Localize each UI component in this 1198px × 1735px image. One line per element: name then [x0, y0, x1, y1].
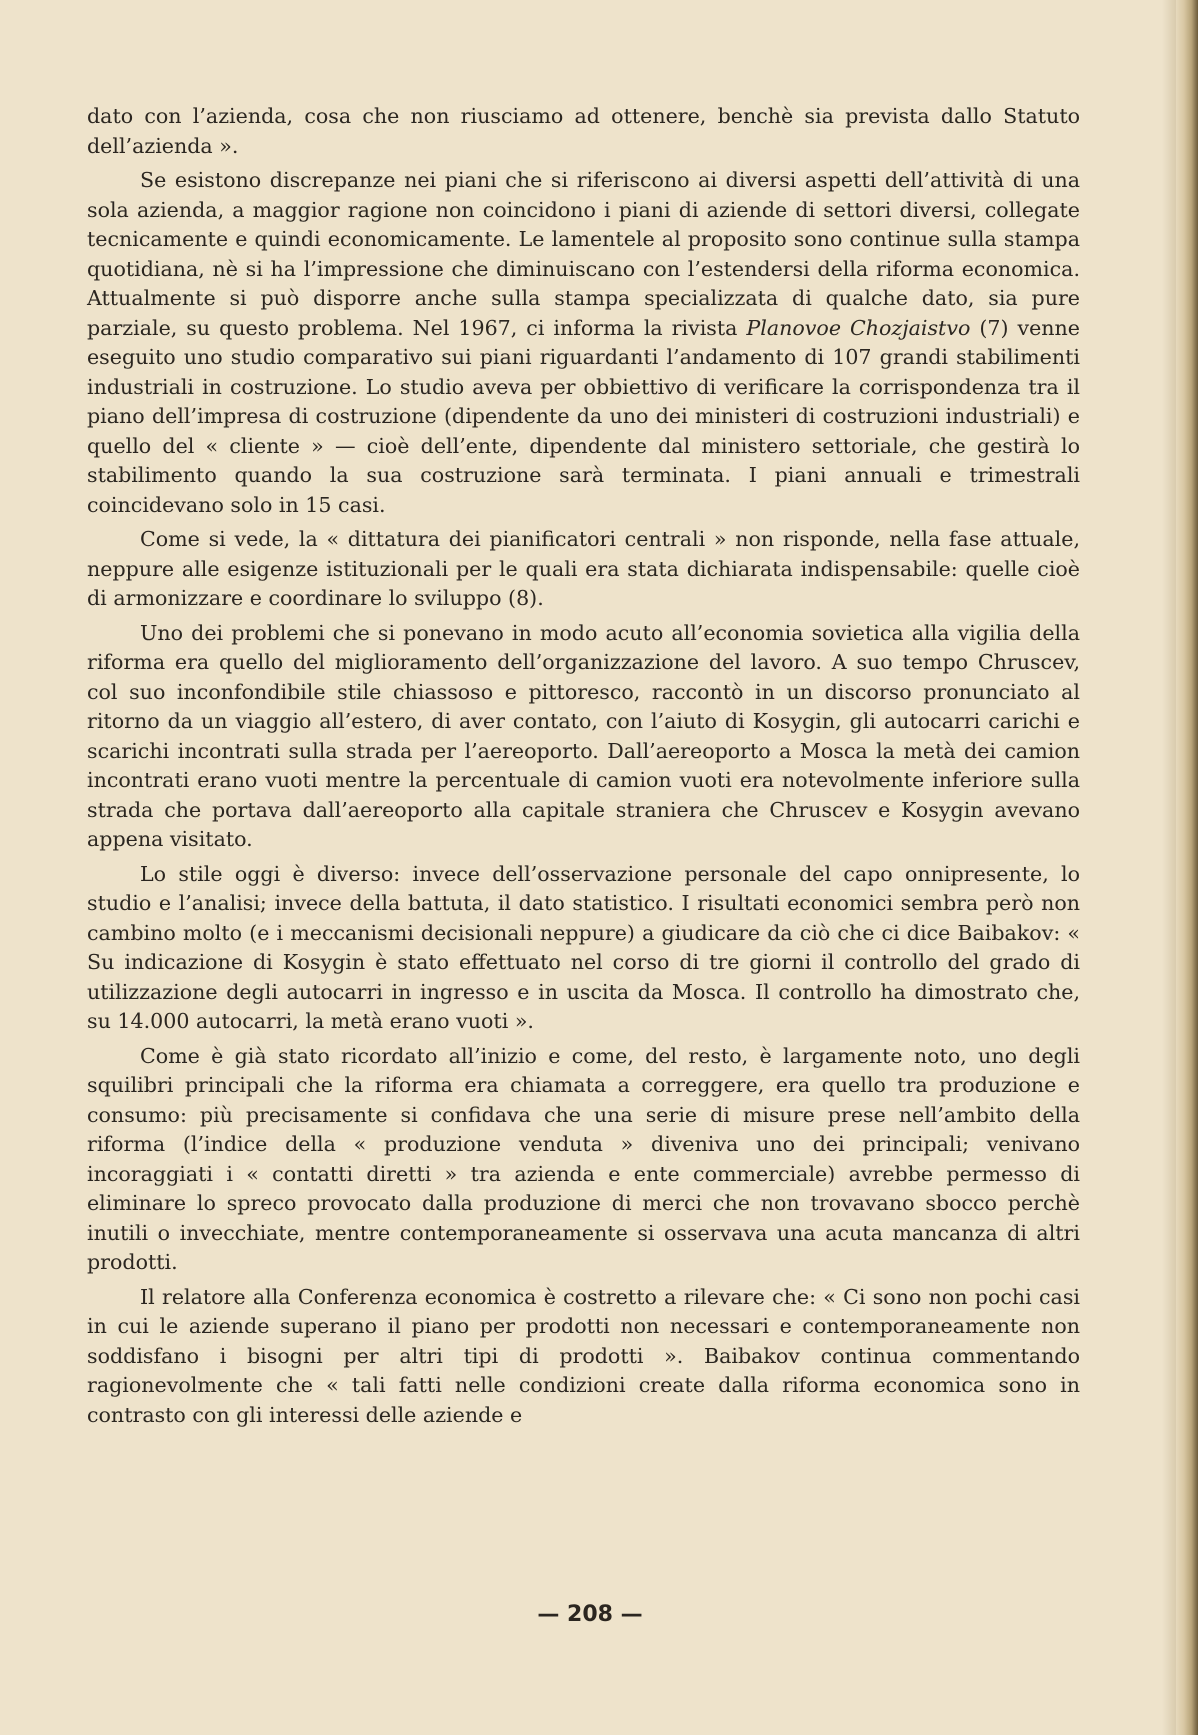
paragraph-6 [87, 1042, 1080, 1278]
paragraph-3-text: Come si vede, la « dittatura dei pianificatori centrali » non risponde, nella fase attuale, neppure alle esigenze istituzionali per le quali era stata dichiarata indispensabile: quelle cioè di armonizzare e coordinare lo sviluppo (8). [87, 527, 1080, 610]
paragraph-5-text: Lo stile oggi è diverso: invece dell’osservazione personale del capo onnipresente, lo studio e l’analisi; invece della battuta, il dato statistico. I risultati economici sembra però non cambino molto (e i meccanismi decisionali neppure) a giudicare da ciò che ci dice Baibakov: « Su indicazione di Kosygin è stato effettuato nel corso di tre giorni il controllo del grado di utilizzazione degli autocarri in ingresso e in uscita da Mosca. Il controllo ha dimostrato che, su 14.000 autocarri, la metà erano vuoti ». [87, 861, 1080, 1033]
paragraph-4 [87, 619, 1080, 855]
paragraph-2 [87, 166, 1080, 520]
page-edge-shadow [1162, 0, 1176, 1735]
paragraph-7-text: Il relatore alla Conferenza economica è costretto a rilevare che: « Ci sono non pochi casi in cui le aziende superano il piano per prodotti non necessari e contemporaneamente non soddisfano i bisogni per altri tipi di prodotti ». Baibakov continua commentando ragionevolmente che « tali fatti nelle condizioni create dalla riforma economica sono in contrasto con gli interessi delle aziende e [87, 1284, 1080, 1427]
journal-title: Planovoe Chozjaistvo [746, 315, 971, 340]
body-text [87, 102, 1080, 1430]
paragraph-1 [87, 102, 1080, 161]
book-spine-edge [1176, 0, 1198, 1735]
paragraph-6-text: Come è già stato ricordato all’inizio e come, del resto, è largamente noto, uno degli squilibri principali che la riforma era chiamata a correggere, era quello tra produzione e consumo: più precisamente si confidava che una serie di misure prese nell’ambito della riforma (l’indice della « produzione venduta » diveniva uno dei principali; venivano incoraggiati i « contatti diretti » tra azienda e ente commerciale) avrebbe permesso di eliminare lo spreco provocato dalla produzione di merci che non trovavano sbocco perchè inutili o invecchiate, mentre contemporaneamente si osservava una acuta mancanza di altri prodotti. [87, 1043, 1080, 1274]
paragraph-2-text: Se esistono discrepanze nei piani che si riferiscono ai diversi aspetti dell’attività di una sola azienda, a maggior ragione non coincidono i piani di aziende di settori diversi, collegate tecnicamente e quindi economicamente. Le lamentele al proposito sono continue sulla stampa quotidiana, nè si ha l’impressione che diminuiscano con l’estendersi della riforma economica. Attualmente si può disporre anche sulla stampa specializzata di qualche dato, sia pure parziale, su questo problema. Nel 1967, ci informa la rivista [87, 168, 1080, 340]
paragraph-3 [87, 525, 1080, 614]
paragraph-7 [87, 1283, 1080, 1431]
paragraph-5 [87, 860, 1080, 1037]
paragraph-4-text: Uno dei problemi che si ponevano in modo acuto all’economia sovietica alla vigilia della riforma era quello del miglioramento dell’organizzazione del lavoro. A suo tempo Chruscev, col suo inconfondibile stile chiassoso e pittoresco, raccontò in un discorso pronunciato al ritorno da un viaggio all’estero, di aver contato, con l’aiuto di Kosygin, gli autocarri carichi e scarichi incontrati sulla strada per l’aereoporto. Dall’aereoporto a Mosca la metà dei camion incontrati erano vuoti mentre la percentuale di camion vuoti era notevolmente inferiore sulla strada che portava dall’aereoporto alla capitale straniera che Chruscev e Kosygin avevano appena visitato. [87, 620, 1080, 851]
paragraph-1-text: dato con l’azienda, cosa che non riusciamo ad ottenere, benchè sia prevista dallo Statuto dell’azienda ». [87, 104, 1080, 158]
paragraph-2-text-continued: (7) venne eseguito uno studio comparativo sui piani riguardanti l’andamento di 107 grandi stabilimenti industriali in costruzione. Lo studio aveva per obbiettivo di verificare la corrispondenza tra il piano dell’impresa di costruzione (dipendente da uno dei ministeri di costruzioni industriali) e quello del « cliente » — cioè dell’ente, dipendente dal ministero settoriale, che gestirà lo stabilimento quando la sua costruzione sarà terminata. I piani annuali e trimestrali coincidevano solo in 15 casi. [87, 315, 1080, 517]
page-number: — 208 — [537, 1602, 643, 1627]
